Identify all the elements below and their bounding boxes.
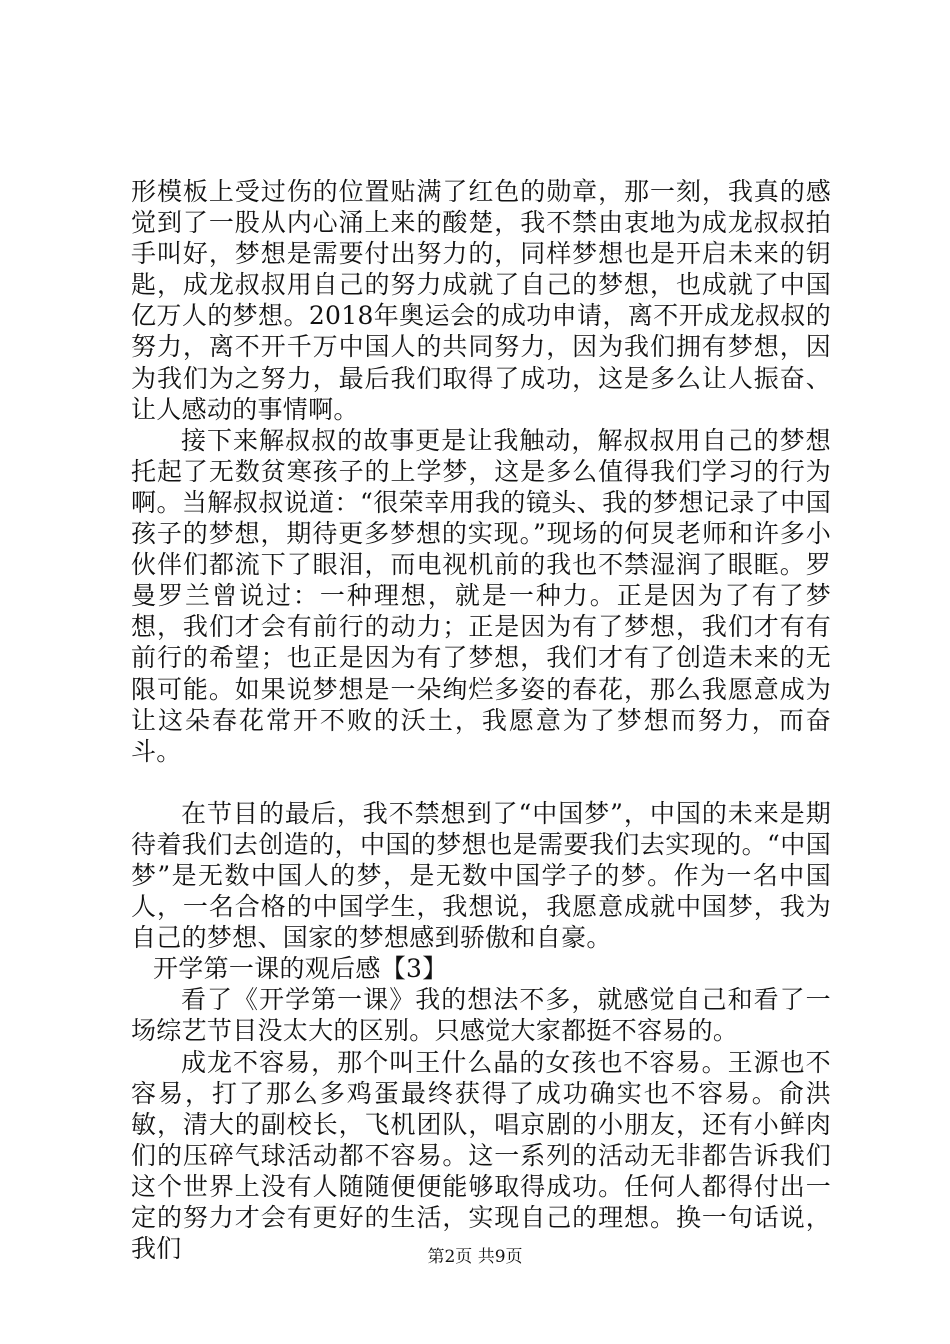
paragraph-china-dream: 在节目的最后，我不禁想到了“中国梦”，中国的未来是期待着我们去创造的，中国的梦想也是需要我们去实现的。“中国梦”是无数中国人的梦，是无数中国学子的梦。作为一名中国人，一名合格的中国学生，我想说，我愿意成就中国梦，我为自己的梦想、国家的梦想感到骄傲和自豪。 bbox=[131, 798, 831, 953]
paragraph-spacer bbox=[131, 767, 831, 798]
paragraph-uncle-xie: 接下来解叔叔的故事更是让我触动，解叔叔用自己的梦想托起了无数贫寒孩子的上学梦，这是多么值得我们学习的行为啊。当解叔叔说道：“很荣幸用我的镜头、我的梦想记录了中国孩子的梦想，期待更多梦想的实现。”现场的何炅老师和许多小伙伴们都流下了眼泪，而电视机前的我也不禁湿润了眼眶。罗曼罗兰曾说过：一种理想，就是一种力。正是因为了有了梦想，我们才会有前行的动力；正是因为有了梦想，我们才有有前行的希望；也正是因为有了梦想，我们才有了创造未来的无限可能。如果说梦想是一朵绚烂多姿的春花，那么我愿意成为让这朵春花常开不败的沃土，我愿意为了梦想而努力，而奋斗。 bbox=[131, 425, 831, 766]
paragraph-chenglong-dream: 形模板上受过伤的位置贴满了红色的勋章，那一刻，我真的感觉到了一股从内心涌上来的酸楚，我不禁由衷地为成龙叔叔拍手叫好，梦想是需要付出努力的，同样梦想也是开启未来的钥匙，成龙叔叔用自己的努力成就了自己的梦想，也成就了中国亿万人的梦想。2018年奥运会的成功申请，离不开成龙叔叔的努力，离不开千万中国人的共同努力，因为我们拥有梦想，因为我们为之努力，最后我们取得了成功，这是多么让人振奋、让人感动的事情啊。 bbox=[131, 177, 831, 424]
paragraph-first-impression: 看了《开学第一课》我的想法不多，就感觉自己和看了一场综艺节目没太大的区别。只感觉大家都挺不容易的。 bbox=[131, 985, 831, 1046]
body-text bbox=[131, 176, 831, 1264]
page-number-footer: 第2页 共9页 bbox=[427, 1247, 523, 1267]
paragraph-not-easy: 成龙不容易，那个叫王什么晶的女孩也不容易。王源也不容易，打了那么多鸡蛋最终获得了成功确实也不容易。俞洪敏，清大的副校长，飞机团队，唱京剧的小朋友，还有小鲜肉们的压碎气球活动都不容易。这一系列的活动无非都告诉我们这个世界上没有人随随便便能够取得成功。任何人都得付出一定的努力才会有更好的生活，实现自己的理想。换一句话说，我们 bbox=[131, 1047, 831, 1264]
section-heading: 开学第一课的观后感【3】 bbox=[153, 954, 448, 984]
